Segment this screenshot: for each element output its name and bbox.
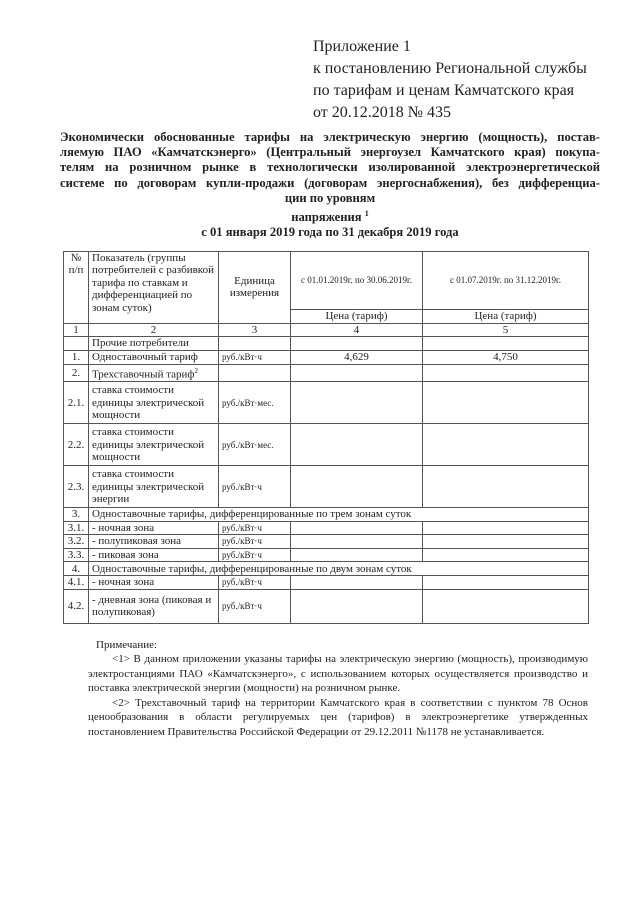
appendix-header bbox=[313, 0, 640, 124]
row-number: 4.1. bbox=[64, 576, 89, 590]
row-price-1 bbox=[291, 466, 423, 508]
row-unit: руб./кВт·ч bbox=[219, 576, 291, 590]
table-row bbox=[64, 508, 589, 522]
row-price-2 bbox=[423, 365, 589, 382]
table-row bbox=[64, 351, 589, 365]
row-indicator bbox=[89, 365, 219, 382]
table-row bbox=[64, 337, 589, 351]
title-line bbox=[60, 206, 600, 225]
row-number: 3.2. bbox=[64, 535, 89, 549]
note-2: <2> Трехставочный тариф на территории Камчатского края в соответствии с пунктом 78 Основ ценообразования в области регулируемых цен (тарифов) в электроэнергетике утвержденных постановлением Правительства Российской Федерации от 29.12.2011 №1178 не устанавливается. bbox=[88, 696, 588, 738]
row-number: 2.1. bbox=[64, 382, 89, 424]
row-price-1 bbox=[291, 576, 423, 590]
table-row bbox=[64, 576, 589, 590]
row-indicator: ставка стоимости единицы электрической мощности bbox=[89, 424, 219, 466]
header-period-1: с 01.01.2019г. по 30.06.2019г. bbox=[291, 251, 423, 309]
note-1: <1> В данном приложении указаны тарифы на электрическую энергию (мощность), производимую электростанциями ПАО «Камчатскэнерго», с использованием которых осуществляется производство и поставка электрической энергии (мощности) на розничном рынке. bbox=[88, 653, 588, 695]
title-line: Экономически обоснованные тарифы на электрическую энергию (мощность), постав- bbox=[60, 130, 600, 144]
row-price-2 bbox=[423, 589, 589, 623]
row-indicator: Одноставочный тариф bbox=[89, 351, 219, 365]
column-number: 2 bbox=[89, 323, 219, 337]
row-number: 1. bbox=[64, 351, 89, 365]
row-number: 3.3. bbox=[64, 548, 89, 562]
row-number: 2.2. bbox=[64, 424, 89, 466]
title-line: телям на розничном рынке в технологически изолированной электроэнергетической bbox=[60, 160, 600, 175]
row-indicator: - ночная зона bbox=[89, 521, 219, 535]
row-price-2 bbox=[423, 535, 589, 549]
row-indicator: Прочие потребители bbox=[89, 337, 219, 351]
row-number: 2.3. bbox=[64, 466, 89, 508]
row-number: 4. bbox=[64, 562, 89, 576]
row-indicator: ставка стоимости единицы электрической энергии bbox=[89, 466, 219, 508]
row-price-2 bbox=[423, 424, 589, 466]
row-indicator: - пиковая зона bbox=[89, 548, 219, 562]
column-number: 5 bbox=[423, 323, 589, 337]
row-unit: руб./кВт·ч bbox=[219, 535, 291, 549]
notes-heading: Примечание: bbox=[96, 638, 158, 651]
appendix-line: Приложение 1 bbox=[313, 38, 411, 55]
row-unit: руб./кВт·мес. bbox=[219, 424, 291, 466]
row-indicator: - ночная зона bbox=[89, 576, 219, 590]
row-number: 3.1. bbox=[64, 521, 89, 535]
header-period-2: с 01.07.2019г. по 31.12.2019г. bbox=[423, 251, 589, 309]
document-title bbox=[60, 130, 600, 241]
table-row bbox=[64, 521, 589, 535]
row-indicator: ставка стоимости единицы электрической мощности bbox=[89, 382, 219, 424]
table-row bbox=[64, 535, 589, 549]
footnote-ref: 2 bbox=[194, 367, 199, 376]
table-row bbox=[64, 562, 589, 576]
title-period: с 01 января 2019 года по 31 декабря 2019 года bbox=[201, 225, 459, 240]
notes bbox=[88, 638, 588, 760]
table-row bbox=[64, 424, 589, 466]
table-row bbox=[64, 365, 589, 382]
column-number: 3 bbox=[219, 323, 291, 337]
row-price-2 bbox=[423, 521, 589, 535]
row-unit bbox=[219, 337, 291, 351]
column-number: 1 bbox=[64, 323, 89, 337]
table-row bbox=[64, 589, 589, 623]
row-price-2 bbox=[423, 548, 589, 562]
row-indicator: - дневная зона (пиковая и полупиковая) bbox=[89, 589, 219, 623]
row-number bbox=[64, 337, 89, 351]
row-group-label: Одноставочные тарифы, дифференцированные по двум зонам суток bbox=[89, 562, 589, 576]
row-price-1 bbox=[291, 337, 423, 351]
row-unit: руб./кВт·ч bbox=[219, 548, 291, 562]
header-indicator: Показатель (группы потребителей с разбивкой тарифа по ставкам и дифференциацией по зонам суток) bbox=[89, 251, 219, 323]
header-num: № п/п bbox=[64, 251, 89, 323]
row-price-1 bbox=[291, 535, 423, 549]
header-price-1: Цена (тариф) bbox=[291, 309, 423, 323]
title-line: ляемую ПАО «Камчатскэнерго» (Центральный энергоузел Камчатского края) покупа- bbox=[60, 145, 600, 160]
row-price-2 bbox=[423, 466, 589, 508]
row-group-label: Одноставочные тарифы, дифференцированные по трем зонам суток bbox=[89, 508, 589, 522]
row-unit: руб./кВт·ч bbox=[219, 589, 291, 623]
row-number: 2. bbox=[64, 365, 89, 382]
row-unit bbox=[219, 365, 291, 382]
appendix-line: по тарифам и ценам Камчатского края bbox=[313, 82, 575, 99]
row-price-2 bbox=[423, 382, 589, 424]
appendix-line: от 20.12.2018 № 435 bbox=[313, 104, 452, 121]
table-row bbox=[64, 382, 589, 424]
row-price-1 bbox=[291, 424, 423, 466]
indicator-text: Трехставочный тариф bbox=[92, 368, 195, 381]
row-number: 3. bbox=[64, 508, 89, 522]
title-line: системе по договорам купли-продажи (договорам энергоснабжения), без дифференциа- bbox=[60, 175, 600, 190]
row-price-1 bbox=[291, 589, 423, 623]
row-unit: руб./кВт·мес. bbox=[219, 382, 291, 424]
tariff-table-wrapper bbox=[63, 251, 588, 624]
row-price-2: 4,750 bbox=[423, 351, 589, 365]
footnote-ref: 1 bbox=[364, 209, 369, 219]
appendix-line: к постановлению Региональной службы bbox=[313, 60, 587, 77]
row-unit: руб./кВт·ч bbox=[219, 521, 291, 535]
title-text: напряжения bbox=[291, 210, 362, 225]
row-price-1 bbox=[291, 521, 423, 535]
table-row bbox=[64, 548, 589, 562]
table-row bbox=[64, 466, 589, 508]
row-price-1 bbox=[291, 382, 423, 424]
header-price-2: Цена (тариф) bbox=[423, 309, 589, 323]
row-price-1 bbox=[291, 365, 423, 382]
row-number: 4.2. bbox=[64, 589, 89, 623]
header-unit: Единица измерения bbox=[219, 251, 291, 323]
title-line: ции по уровням bbox=[284, 190, 376, 205]
column-number: 4 bbox=[291, 323, 423, 337]
row-indicator: - полупиковая зона bbox=[89, 535, 219, 549]
row-price-1 bbox=[291, 548, 423, 562]
row-price-2 bbox=[423, 337, 589, 351]
tariff-table bbox=[63, 251, 589, 624]
row-unit: руб./кВт·ч bbox=[219, 466, 291, 508]
row-price-2 bbox=[423, 576, 589, 590]
row-unit: руб./кВт·ч bbox=[219, 351, 291, 365]
row-price-1: 4,629 bbox=[291, 351, 423, 365]
